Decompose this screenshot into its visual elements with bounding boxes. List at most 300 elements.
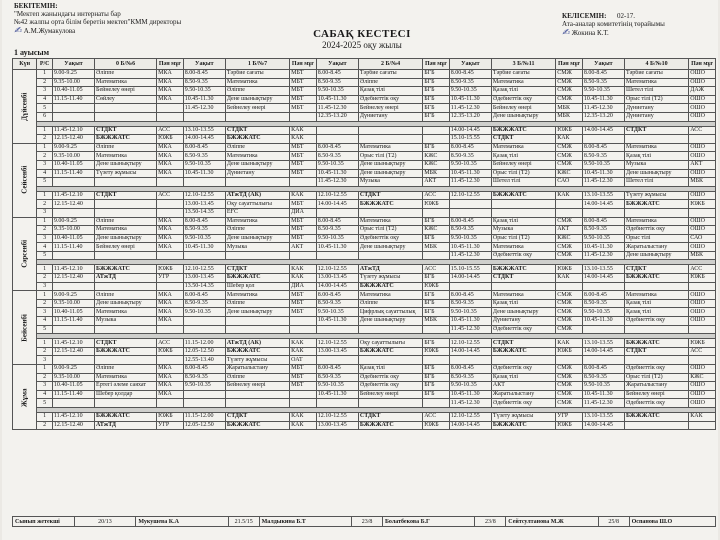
time-cell: 13.10-13.55 [582,265,624,274]
teacher-cell: КЖС [556,234,583,243]
teacher-cell: ОШО [689,70,716,79]
subject-cell: Әдебиеттік оқу [491,325,555,334]
teacher-cell: МКА [157,382,184,391]
time-cell: 12.15-12.40 [52,200,94,209]
lesson-row [13,178,716,187]
subject-cell: Дүниетану [624,104,688,113]
time-cell: 9.50-10.35 [582,160,624,169]
teacher-cell: СМЖ [556,308,583,317]
time-cell [316,251,358,260]
subject-cell: СТДКТ [95,191,157,200]
lesson-row [13,347,716,356]
teacher-cell [157,112,184,121]
subject-cell: СТДКТ [358,412,422,421]
time-cell: 8.00-8.45 [449,291,491,300]
time-cell [52,282,94,291]
teacher-cell: КАК [556,339,583,348]
lesson-number: 2 [37,421,53,430]
teacher-cell: БГБ [423,78,450,87]
time-cell: 12.15-12.40 [52,274,94,283]
time-cell: 10.45-11.30 [183,95,225,104]
subject-cell: Қазақ тілі [624,308,688,317]
teacher-cell: МКА [157,373,184,382]
teacher-cell: ОШО [689,390,716,399]
subject-cell: СТДКТ [624,126,688,135]
subject-cell: БЖЖЖАТС [358,200,422,209]
footer-teacher-name: Сейтсултанова М.Ж [506,517,599,527]
teacher-cell: КАК [290,339,317,348]
time-cell [316,135,358,144]
teacher-cell: КАК [290,274,317,283]
teacher-cell: МБТ [290,169,317,178]
teacher-cell [689,325,716,334]
footer-teacher-name: Болатбекова Б.Г [382,517,475,527]
teacher-cell [290,390,317,399]
subject-cell: Бейнелеу өнері [225,104,289,113]
teacher-cell: АСС [689,126,716,135]
footer-count: 25/8 [598,517,629,527]
time-cell: 8.50-9.35 [316,78,358,87]
teacher-cell: АКТ [556,226,583,235]
column-header: Пән мұғ [556,59,583,70]
subject-cell [358,135,422,144]
agreement-label: КЕЛІСЕМІН: [562,12,607,20]
teacher-cell: БГБ [423,274,450,283]
subject-cell [491,282,555,291]
footer-row [13,517,716,527]
subject-cell: Қазақ тілі [491,299,555,308]
subject-cell [358,208,422,217]
time-cell: 8.00-8.45 [183,143,225,152]
time-cell: 10.45-11.30 [582,243,624,252]
lesson-number: 3 [37,382,53,391]
time-cell: 10.45-11.30 [449,243,491,252]
time-cell: 8.00-8.45 [582,365,624,374]
subject-cell [491,356,555,365]
time-cell: 12.10-12.55 [449,412,491,421]
subject-cell: Математика [358,217,422,226]
subject-cell: Математика [624,78,688,87]
lesson-number: 2 [37,299,53,308]
subject-cell: Жаратылыстану [225,365,289,374]
subject-cell: Әліппе [225,226,289,235]
teacher-cell: ОШО [689,226,716,235]
time-cell [316,126,358,135]
subject-cell: Шебер қол [225,282,289,291]
teacher-cell: МБК [689,251,716,260]
teacher-cell: МКА [157,169,184,178]
time-cell: 11.45-12.10 [52,412,94,421]
teacher-cell: СМЖ [556,78,583,87]
teacher-cell: ЮЖБ [423,347,450,356]
teacher-cell: МБТ [290,200,317,209]
teacher-cell: МКА [157,95,184,104]
teacher-cell: МБТ [290,143,317,152]
teacher-cell: СМЖ [556,160,583,169]
subject-cell [95,325,157,334]
lesson-number: 1 [37,70,53,79]
time-cell: 13.00-13.45 [316,274,358,283]
approval-block [14,2,254,35]
time-cell [449,282,491,291]
time-cell: 11.45-12.30 [582,178,624,187]
subject-cell [358,399,422,408]
subject-cell: Әдебиеттік оқу [624,317,688,326]
time-cell [183,390,225,399]
lesson-number: 2 [37,200,53,209]
time-cell: 9.50-10.35 [449,308,491,317]
time-cell: 13.10-13.55 [582,339,624,348]
teacher-cell [157,325,184,334]
time-cell: 8.50-9.35 [582,373,624,382]
time-cell: 8.50-9.35 [316,152,358,161]
teacher-cell: СМЖ [556,365,583,374]
subject-cell: Дене шынықтыру [225,308,289,317]
time-cell: 8.50-9.35 [183,299,225,308]
lesson-number: 3 [37,356,53,365]
teacher-cell: КЖС [423,226,450,235]
time-cell: 9.50-10.35 [183,87,225,96]
time-cell: 14.00-14.45 [449,347,491,356]
schedule-sheet [2,0,718,540]
subject-cell: Музыка [358,178,422,187]
subject-cell [624,421,688,430]
subject-cell [225,390,289,399]
subject-cell: Тәрбие сағаты [624,70,688,79]
teacher-cell [689,135,716,144]
subject-cell: БЖЖЖАТС [491,191,555,200]
time-cell [183,317,225,326]
subject-cell: Математика [225,78,289,87]
subject-cell: Шетел тілі [624,178,688,187]
time-cell: 8.00-8.45 [183,70,225,79]
time-cell: 12.10-12.55 [449,191,491,200]
time-cell: 11.45-12.30 [582,104,624,113]
teacher-cell: АСС [423,191,450,200]
subject-cell: Математика [491,243,555,252]
teacher-cell: БГБ [423,87,450,96]
title-text: САБАҚ КЕСТЕСІ [313,28,411,40]
subject-cell [95,399,157,408]
subject-cell: БЖЖЖАТС [95,135,157,144]
time-cell: 11.45-12.30 [449,251,491,260]
teacher-cell [556,282,583,291]
time-cell [316,325,358,334]
subject-cell: Түзету жұмысы [624,191,688,200]
time-cell: 12.35-13.20 [316,112,358,121]
approval-line-2: №42 жалпы орта білім беретін мектеп"КММ директоры [14,18,182,26]
subject-cell: Әдебиеттік оқу [491,365,555,374]
teacher-cell: МКА [157,143,184,152]
footer-teacher-name: Мукушева К.А [136,517,229,527]
approval-label: БЕКІТЕМІН: [14,2,58,10]
subject-cell: Математика [95,226,157,235]
lesson-row [13,234,716,243]
time-cell: 12.15-12.40 [52,347,94,356]
teacher-cell: МБТ [290,365,317,374]
time-cell: 10.45-11.30 [582,95,624,104]
lesson-number: 1 [37,143,53,152]
subject-cell: Дүниетану [358,112,422,121]
teacher-cell: ЮЖБ [556,265,583,274]
teacher-cell: ОШО [689,317,716,326]
lesson-row [13,274,716,283]
subject-cell: Әдебиеттік оқу [358,234,422,243]
subject-cell: БЖЖЖАТС [358,421,422,430]
time-cell: 10.45-11.30 [449,317,491,326]
subject-cell: Дене шынықтыру [624,251,688,260]
teacher-cell: ЮЖБ [423,282,450,291]
teacher-cell: МБК [423,317,450,326]
teacher-cell: МБТ [290,234,317,243]
teacher-cell: МКА [157,390,184,399]
time-cell: 8.50-9.35 [183,226,225,235]
teacher-cell [290,112,317,121]
subject-cell: Математика [95,373,157,382]
subject-cell [225,325,289,334]
time-cell: 13.50-14.35 [183,208,225,217]
time-cell: 10.45-11.30 [316,95,358,104]
subject-cell: БЖЖЖАТС [358,282,422,291]
subject-cell: БЖЖЖАТС [491,347,555,356]
footer-count: 23/8 [475,517,506,527]
time-cell: 9.35-10.00 [52,78,94,87]
subject-cell [95,104,157,113]
teacher-cell: СМЖ [556,291,583,300]
teacher-cell: ОШО [689,191,716,200]
header-row [13,59,716,70]
lesson-number: 4 [37,95,53,104]
time-cell: 11.45-12.10 [52,265,94,274]
time-cell [52,356,94,365]
time-cell: 8.00-8.45 [449,365,491,374]
subject-cell: Дене шынықтыру [95,234,157,243]
time-cell [52,325,94,334]
subject-cell: Әдебиеттік оқу [624,226,688,235]
teacher-cell [157,356,184,365]
teacher-cell: МБТ [290,299,317,308]
time-cell: 9.35-10.00 [52,299,94,308]
subject-cell: Әдебиеттік оқу [624,399,688,408]
time-cell: 10.40-11.05 [52,382,94,391]
time-cell: 14.00-14.45 [449,126,491,135]
teacher-cell: МКА [157,226,184,235]
lesson-row [13,325,716,334]
time-cell: 11.15-11.40 [52,317,94,326]
subject-cell: Музыка [95,317,157,326]
teacher-cell: МБТ [290,95,317,104]
time-cell [582,282,624,291]
lesson-number: 3 [37,160,53,169]
lesson-number: 2 [37,373,53,382]
time-cell: 8.00-8.45 [183,365,225,374]
column-header: Уақыт [316,59,358,70]
teacher-cell [157,251,184,260]
teacher-cell: ОШО [689,95,716,104]
subject-cell: Бейнелеу өнері [95,243,157,252]
subject-cell: СТДКТ [491,135,555,144]
time-cell: 9.50-10.35 [582,87,624,96]
subject-cell [225,399,289,408]
time-cell: 9.50-10.35 [582,234,624,243]
time-cell: 9.50-10.35 [316,382,358,391]
teacher-cell: ОШО [689,291,716,300]
subject-cell: Математика [95,78,157,87]
time-cell: 8.00-8.45 [316,217,358,226]
time-cell [316,356,358,365]
teacher-cell: ЮЖБ [423,200,450,209]
lesson-number: 5 [37,399,53,408]
teacher-cell: ОШО [689,243,716,252]
subject-cell: Қазақ тілі [624,152,688,161]
subject-cell: Қазақ тілі [358,365,422,374]
teacher-cell: МБК [689,178,716,187]
subject-cell [358,325,422,334]
lesson-number: 1 [37,365,53,374]
teacher-cell: ОАТ [290,356,317,365]
lesson-row [13,126,716,135]
time-cell: 10.40-11.05 [52,308,94,317]
column-header: Уақыт [582,59,624,70]
teacher-cell: КЖС [423,160,450,169]
teacher-cell: КАК [290,126,317,135]
time-cell: 14.00-14.45 [582,421,624,430]
time-cell: 11.45-12.30 [449,178,491,187]
subject-cell: Қазақ тілі [358,87,422,96]
time-cell: 12.55-13.40 [183,356,225,365]
subject-cell: СТДКТ [491,339,555,348]
teacher-cell: СМЖ [556,143,583,152]
teacher-cell: МКА [157,234,184,243]
teacher-cell: ОШО [689,152,716,161]
subject-cell: Жаратылыстану [491,390,555,399]
subject-cell: АТжТД [95,274,157,283]
subject-cell: Шетел тілі [491,178,555,187]
time-cell: 8.00-8.45 [316,291,358,300]
subject-cell: Музыка [491,226,555,235]
subject-cell: Математика [358,143,422,152]
subject-cell [491,200,555,209]
subject-cell: СТДКТ [225,126,289,135]
chair-signature: ✍︎ [562,27,572,37]
teacher-cell: ОШО [689,299,716,308]
teacher-cell: МБК [423,169,450,178]
lesson-row [13,356,716,365]
subject-cell: Орыс тілі (Т2) [358,152,422,161]
teacher-cell: ОШО [689,78,716,87]
time-cell [582,356,624,365]
teacher-cell: СМЖ [556,317,583,326]
teacher-cell: АСС [689,347,716,356]
time-cell: 13.50-14.35 [183,282,225,291]
subject-cell: Бейнелеу өнері [225,382,289,391]
time-cell: 11.15-11.40 [52,243,94,252]
lesson-row [13,282,716,291]
time-cell [52,104,94,113]
time-cell [183,325,225,334]
day-name: Дүйсенбі [13,70,37,144]
column-header: 4 Б/№10 [624,59,688,70]
lesson-number: 5 [37,104,53,113]
lesson-number: 2 [37,226,53,235]
footer-count: 20/13 [74,517,136,527]
time-cell: 8.00-8.45 [449,70,491,79]
time-cell: 8.00-8.45 [183,291,225,300]
teacher-cell: САО [689,234,716,243]
time-cell: 8.00-8.45 [316,143,358,152]
lesson-row [13,70,716,79]
teacher-cell: МБТ [290,373,317,382]
teacher-cell: СМЖ [556,373,583,382]
time-cell: 9.50-10.35 [316,308,358,317]
column-header: 2 Б/№4 [358,59,422,70]
teacher-cell: КАК [290,347,317,356]
day-name: Сейсенбі [13,143,37,217]
subject-cell: Қазақ тілі [491,217,555,226]
time-cell: 11.45-12.30 [582,399,624,408]
column-header: Уақыт [52,59,94,70]
time-cell: 8.00-8.45 [449,143,491,152]
subject-cell: Шебер қолдар [95,390,157,399]
schedule-table [12,58,716,430]
time-cell: 12.10-12.55 [183,265,225,274]
lesson-row [13,95,716,104]
teacher-cell: ОШО [689,365,716,374]
teacher-cell: КАК [290,412,317,421]
subject-cell [624,208,688,217]
subject-cell: Дүниетану [491,317,555,326]
teacher-cell: БГБ [423,143,450,152]
column-header: Күн [13,59,37,70]
subject-cell [95,112,157,121]
teacher-cell: КЖС [423,152,450,161]
lesson-row [13,143,716,152]
time-cell: 12.15-12.40 [52,135,94,144]
subject-cell: Әдебиеттік оқу [358,373,422,382]
lesson-row [13,412,716,421]
time-cell [449,208,491,217]
lesson-row [13,191,716,200]
lesson-number: 3 [37,308,53,317]
time-cell: 12.10-12.55 [183,191,225,200]
teacher-cell [290,325,317,334]
teacher-cell: СМЖ [556,382,583,391]
time-cell: 9.00-9.25 [52,143,94,152]
subject-cell: БЖЖЖАТС [491,126,555,135]
subject-cell: АТжТД (АК) [225,339,289,348]
teacher-cell: МБТ [290,291,317,300]
teacher-cell [290,178,317,187]
time-cell: 8.50-9.35 [183,78,225,87]
lesson-row [13,390,716,399]
time-cell: 10.45-11.30 [449,169,491,178]
subject-cell: Қазақ тілі [491,373,555,382]
time-cell: 9.35-10.00 [52,373,94,382]
teacher-cell: КАК [556,135,583,144]
subject-cell: СТДКТ [95,339,157,348]
subject-cell: Түзету жұмысы [358,274,422,283]
teacher-cell: БГБ [423,382,450,391]
lesson-number: 3 [37,282,53,291]
time-cell: 8.50-9.35 [316,373,358,382]
time-cell: 11.15-12.00 [183,339,225,348]
time-cell: 11.45-12.10 [52,191,94,200]
teacher-cell: МБК [423,243,450,252]
subject-cell [95,282,157,291]
teacher-cell [423,208,450,217]
time-cell [449,200,491,209]
teacher-cell [157,104,184,113]
